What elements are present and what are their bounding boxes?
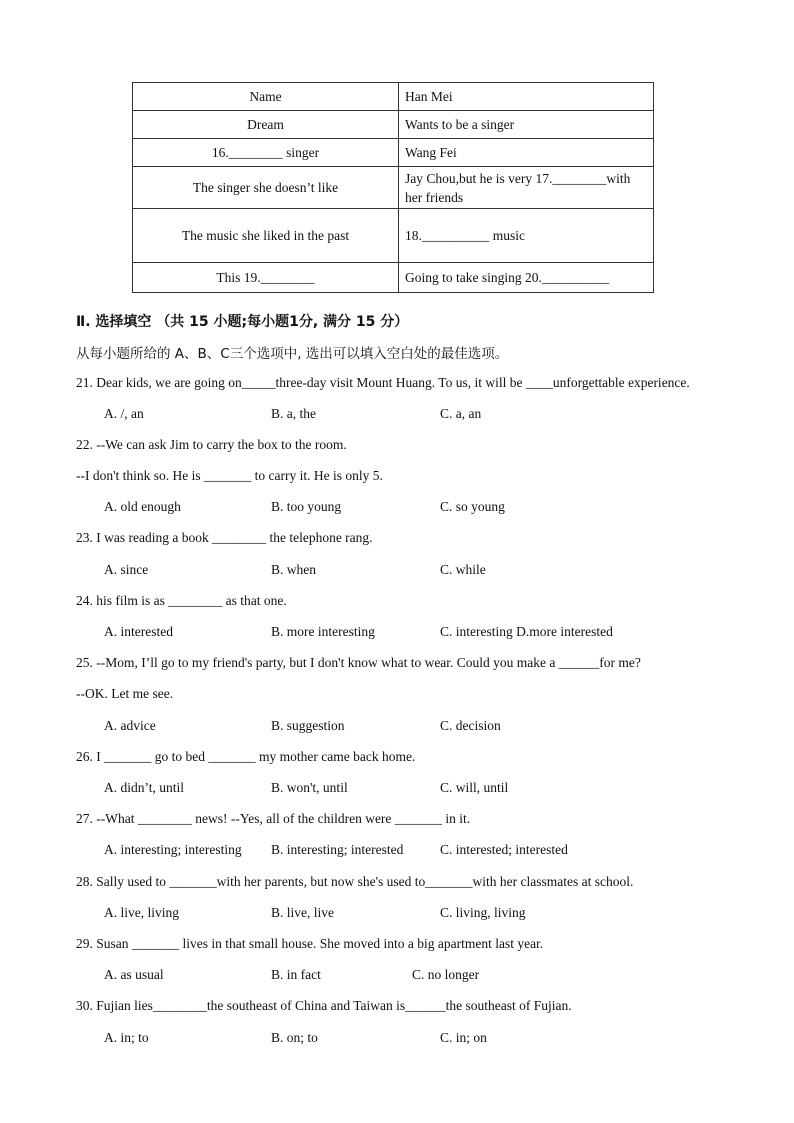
section-instruction: 从每小题所给的 A、B、C三个选项中, 选出可以填入空白处的最佳选项。 bbox=[76, 346, 509, 362]
question-22: 22. --We can ask Jim to carry the box to the room. bbox=[76, 437, 347, 452]
option-a: A. as usual bbox=[104, 967, 164, 982]
table-cell: Dream bbox=[133, 111, 399, 139]
table-row bbox=[133, 139, 654, 167]
option-c: C. interested; interested bbox=[440, 842, 568, 857]
option-b: B. on; to bbox=[271, 1030, 318, 1045]
option-b: B. suggestion bbox=[271, 718, 345, 733]
table-row bbox=[133, 111, 654, 139]
option-c: C. so young bbox=[440, 499, 505, 514]
question-26: 26. I _______ go to bed _______ my mother came back home. bbox=[76, 749, 416, 764]
table-cell: Jay Chou,but he is very 17.________with her friends bbox=[399, 167, 654, 209]
question-28: 28. Sally used to _______with her parents, but now she's used to_______with her classmates at school. bbox=[76, 874, 634, 889]
option-b: B. a, the bbox=[271, 406, 316, 421]
table-cell: Name bbox=[133, 83, 399, 111]
option-c: C. decision bbox=[440, 718, 501, 733]
table-cell: Han Mei bbox=[399, 83, 654, 111]
option-a: A. old enough bbox=[104, 499, 181, 514]
option-b: B. interesting; interested bbox=[271, 842, 404, 857]
option-c: C. while bbox=[440, 562, 486, 577]
table-cell: The music she liked in the past bbox=[133, 209, 399, 263]
option-a: A. since bbox=[104, 562, 149, 577]
table-cell: Going to take singing 20.__________ bbox=[399, 263, 654, 293]
option-b: B. live, live bbox=[271, 905, 334, 920]
table-row bbox=[133, 83, 654, 111]
section-title: Ⅱ. 选择填空 （共 15 小题;每小题1分, 满分 15 分） bbox=[76, 314, 409, 330]
table-cell: The singer she doesn’t like bbox=[133, 167, 399, 209]
table-cell: This 19.________ bbox=[133, 263, 399, 293]
option-b: B. more interesting bbox=[271, 624, 375, 639]
question-23: 23. I was reading a book ________ the telephone rang. bbox=[76, 530, 373, 545]
option-c: C. will, until bbox=[440, 780, 509, 795]
table-row bbox=[133, 263, 654, 293]
option-c: C. in; on bbox=[440, 1030, 487, 1045]
option-c: C. living, living bbox=[440, 905, 526, 920]
option-a: A. advice bbox=[104, 718, 156, 733]
table-row bbox=[133, 167, 654, 209]
question-27: 27. --What ________ news! --Yes, all of the children were _______ in it. bbox=[76, 811, 471, 826]
option-c: C. a, an bbox=[440, 406, 482, 421]
option-a: A. interested bbox=[104, 624, 173, 639]
table-cell: Wants to be a singer bbox=[399, 111, 654, 139]
option-b: B. too young bbox=[271, 499, 342, 514]
option-b: B. won't, until bbox=[271, 780, 348, 795]
option-b: B. in fact bbox=[271, 967, 321, 982]
table-cell: Wang Fei bbox=[399, 139, 654, 167]
option-b: B. when bbox=[271, 562, 316, 577]
option-a: A. live, living bbox=[104, 905, 179, 920]
option-c: C. no longer bbox=[412, 967, 480, 982]
option-a: A. didn’t, until bbox=[104, 780, 185, 795]
question-29: 29. Susan _______ lives in that small house. She moved into a big apartment last year. bbox=[76, 936, 544, 951]
table-row bbox=[133, 209, 654, 263]
question-25-reply: --OK. Let me see. bbox=[76, 686, 174, 701]
option-a: A. in; to bbox=[104, 1030, 149, 1045]
option-c: C. interesting D.more interested bbox=[440, 624, 613, 639]
question-30: 30. Fujian lies________the southeast of China and Taiwan is______the southeast of Fujian. bbox=[76, 998, 572, 1013]
table-cell: 16.________ singer bbox=[133, 139, 399, 167]
info-table bbox=[132, 82, 654, 293]
question-25: 25. --Mom, I’ll go to my friend's party, but I don't know what to wear. Could you make a ______for me? bbox=[76, 655, 641, 670]
question-21: 21. Dear kids, we are going on_____three-day visit Mount Huang. To us, it will be ____unforgettable experience. bbox=[76, 375, 690, 390]
option-a: A. /, an bbox=[104, 406, 144, 421]
question-22-reply: --I don't think so. He is _______ to carry it. He is only 5. bbox=[76, 468, 383, 483]
table-cell: 18.__________ music bbox=[399, 209, 654, 263]
option-a: A. interesting; interesting bbox=[104, 842, 242, 857]
question-24: 24. his film is as ________ as that one. bbox=[76, 593, 287, 608]
